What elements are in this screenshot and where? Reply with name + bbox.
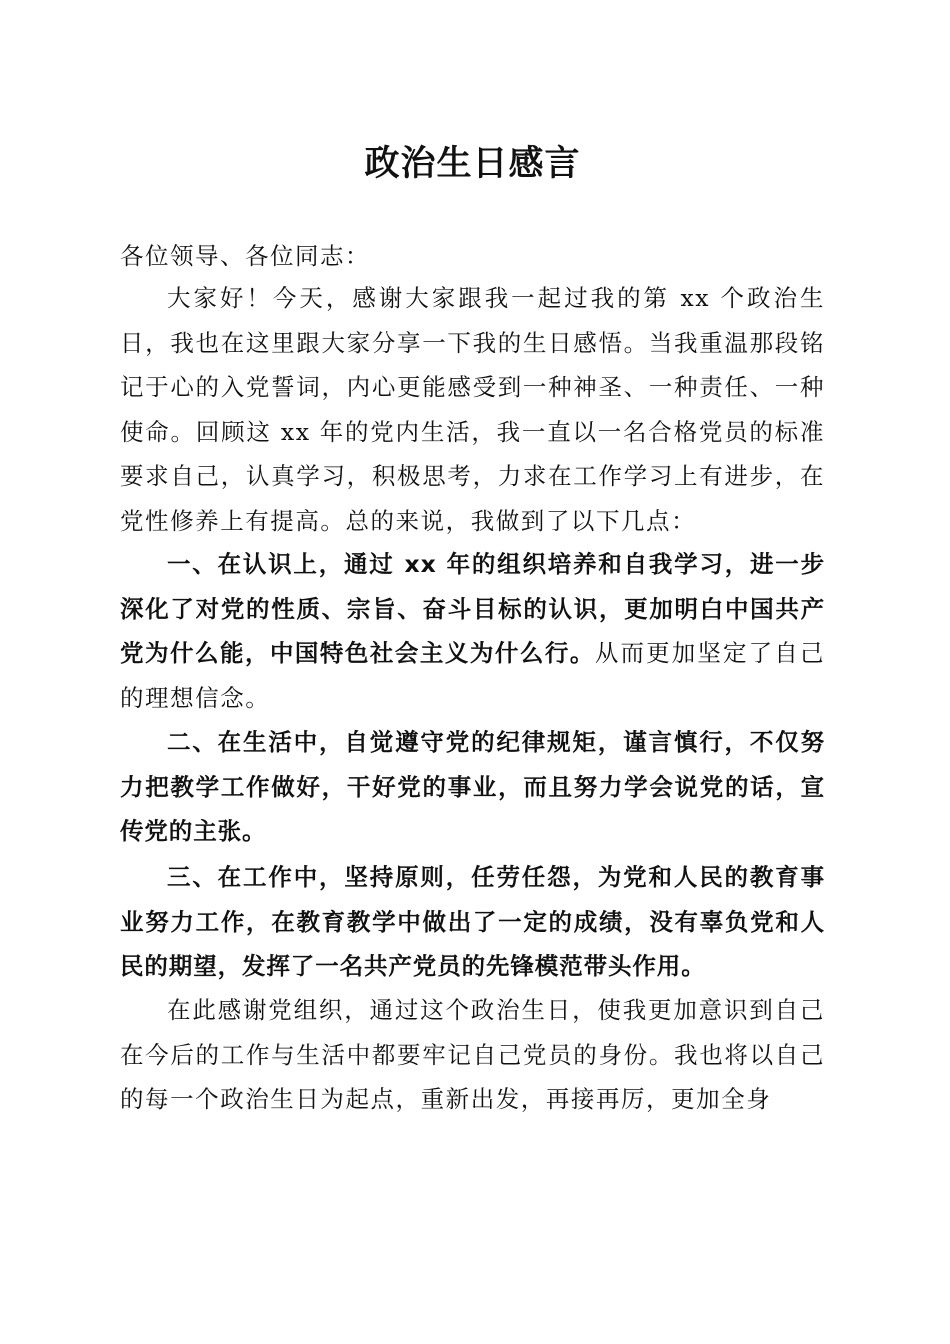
paragraph-point-three: 三、在工作中，坚持原则，任劳任怨，为党和人民的教育事业努力工作，在教育教学中做出了一定的成绩，没有辜负党和人民的期望，发挥了一名共产党员的先锋模范带头作用。 bbox=[120, 863, 825, 980]
document-title: 政治生日感言 bbox=[364, 143, 581, 184]
paragraph-point-one-bold: 一、在认识上，通过 xx 年的组织培养和自我学习，进一步深化了对党的性质、宗旨、奋斗目标的认识，更加明白中国共产党为什么能，中国特色社会主义为什么行。 bbox=[120, 550, 825, 667]
paragraph-point-one-rest: 从而更加坚定了自己的理想信念。 bbox=[120, 639, 826, 712]
paragraph-point-one bbox=[120, 542, 825, 720]
salutation: 各位领导、各位同志： bbox=[120, 242, 370, 270]
paragraph-point-two: 二、在生活中，自觉遵守党的纪律规矩，谨言慎行，不仅努力把教学工作做好，干好党的事业，而且努力学会说党的话，宣传党的主张。 bbox=[120, 728, 825, 845]
paragraph-closing: 在此感谢党组织，通过这个政治生日，使我更加意识到自己在今后的工作与生活中都要牢记自己党员的身份。我也将以自己的每一个政治生日为起点，重新出发，再接再厉，更加全身 bbox=[120, 996, 825, 1113]
paragraph-greeting: 大家好！今天，感谢大家跟我一起过我的第 xx 个政治生日，我也在这里跟大家分享一下我的生日感悟。当我重温那段铭记于心的入党誓词，内心更能感受到一种神圣、一种责任、一种使命。回顾这 xx 年的党内生活，我一直以一名合格党员的标准要求自己，认真学习，积极思考，力求在工作学习上有进步，在党性修养上有提高。总的来说，我做到了以下几点： bbox=[120, 284, 825, 535]
